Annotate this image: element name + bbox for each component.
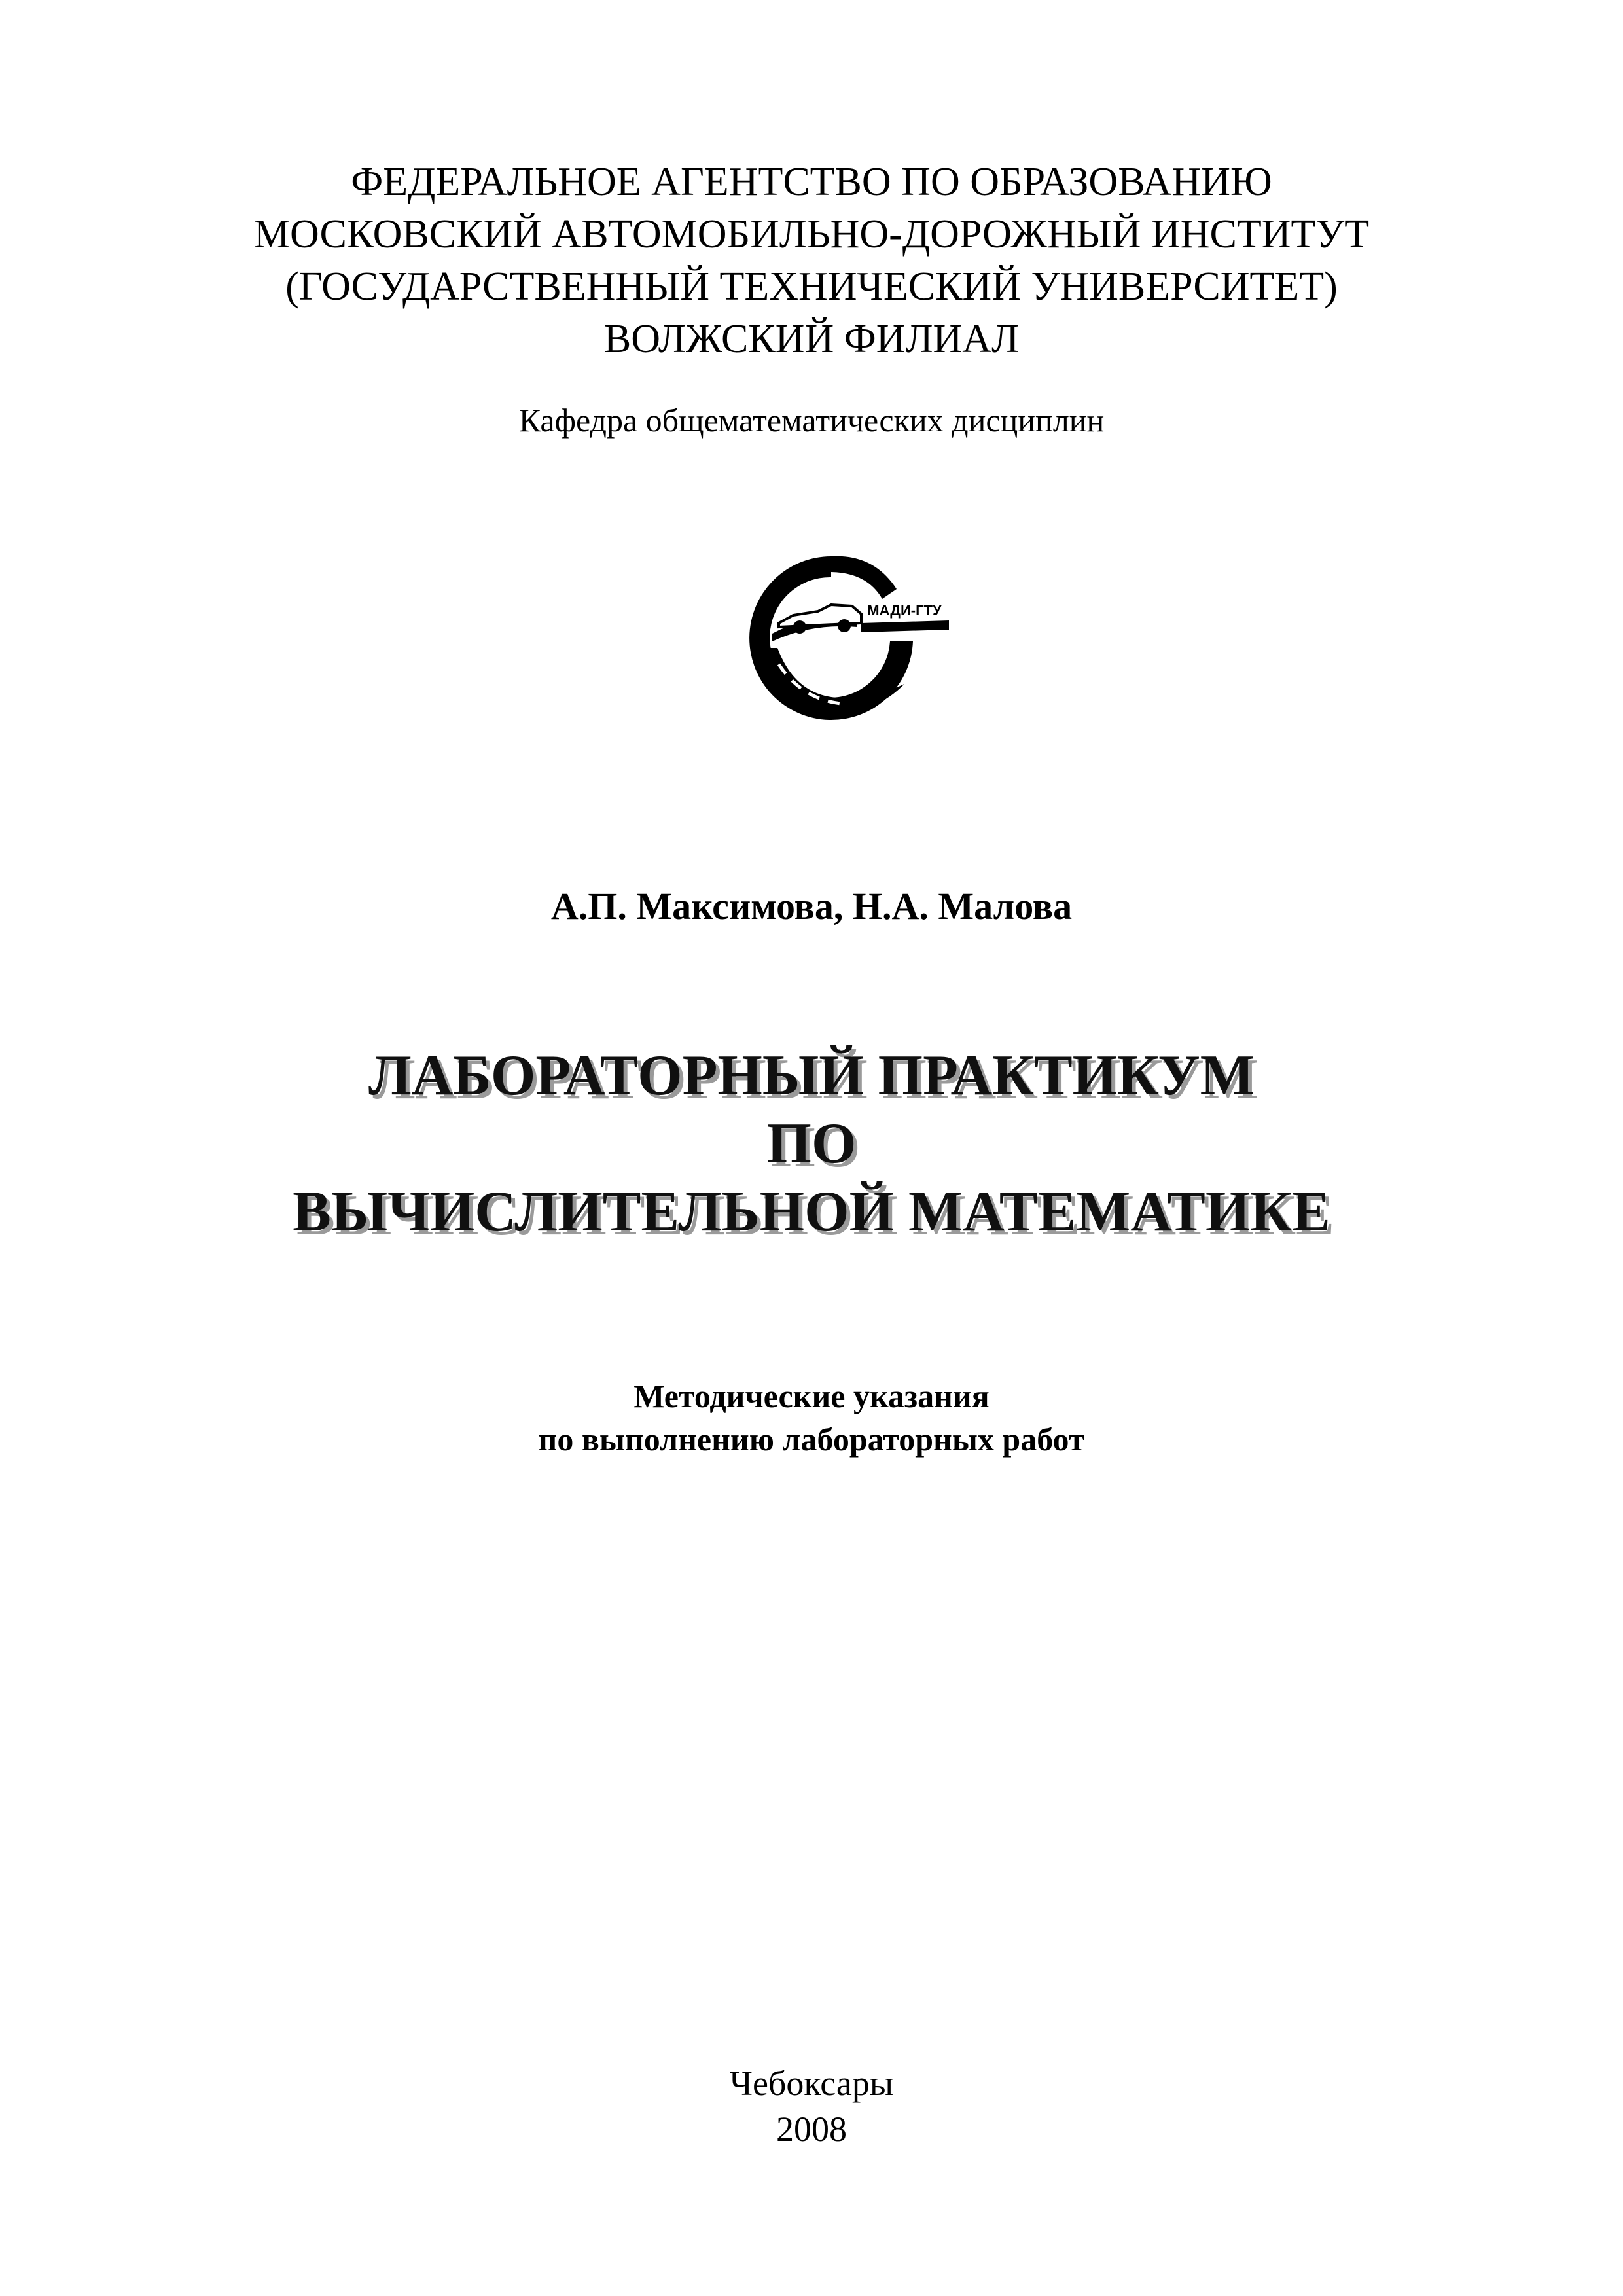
publication-info [0, 2060, 1623, 2152]
document-title [0, 1042, 1623, 1246]
header-line-branch: ВОЛЖСКИЙ ФИЛИАЛ [603, 317, 1020, 361]
header-line-university: (ГОСУДАРСТВЕННЫЙ ТЕХНИЧЕСКИЙ УНИВЕРСИТЕТ) [285, 264, 1338, 309]
publication-city: Чебоксары [729, 2064, 894, 2103]
title-line-3: ВЫЧИСЛИТЕЛЬНОЙ МАТЕМАТИКЕ [293, 1180, 1330, 1244]
subtitle-line-1: Методические указания [633, 1378, 990, 1414]
title-line-2: ПО [766, 1112, 857, 1175]
logo-text: МАДИ-ГТУ [867, 602, 942, 619]
authors: А.П. Максимова, Н.А. Малова [550, 885, 1073, 927]
publication-year: 2008 [776, 2109, 847, 2149]
header-line-agency: ФЕДЕРАЛЬНОЕ АГЕНТСТВО ПО ОБРАЗОВАНИЮ [351, 160, 1272, 204]
header-line-institute: МОСКОВСКИЙ АВТОМОБИЛЬНО-ДОРОЖНЫЙ ИНСТИТУТ [253, 212, 1370, 257]
title-line-1: ЛАБОРАТОРНЫЙ ПРАКТИКУМ [368, 1044, 1255, 1107]
subtitle-line-2: по выполнению лабораторных работ [538, 1421, 1085, 1458]
document-subtitle [0, 1374, 1623, 1461]
organization-header [0, 156, 1623, 365]
madi-gtu-logo-icon [733, 550, 955, 726]
department-name: Кафедра общематематических дисциплин [518, 402, 1105, 439]
